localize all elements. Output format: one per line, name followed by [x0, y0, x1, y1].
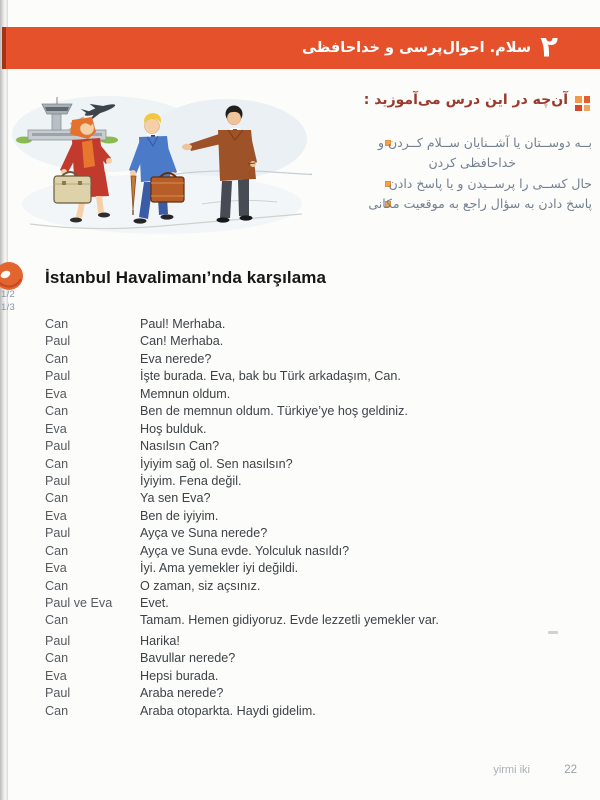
speaker-label: Eva — [45, 386, 67, 401]
dialogue-row — [45, 686, 590, 703]
speech-text: Ayça ve Suna evde. Yolculuk nasıldı? — [140, 543, 350, 558]
speech-text: Evet. — [140, 596, 169, 610]
banner-shadow-edge — [2, 27, 6, 69]
speaker-label: Can — [45, 651, 69, 666]
speaker-label: Paul ve Eva — [45, 596, 113, 610]
speaker-label: Eva — [45, 561, 67, 576]
book-binding-edge — [0, 0, 8, 800]
dialogue-row — [45, 387, 590, 404]
dialogue-row — [45, 439, 590, 456]
speaker-label: Paul — [45, 439, 71, 454]
print-artifact — [548, 631, 558, 634]
speech-text: Eva nerede? — [140, 351, 212, 366]
speaker-label: Can — [45, 578, 69, 593]
speaker-label: Paul — [45, 526, 71, 541]
unit-banner — [2, 27, 600, 69]
objective-item: پاسخ دادن به سؤال راجع به موقعیت مکانی — [368, 196, 592, 211]
speaker-label: Paul — [45, 334, 71, 349]
speaker-label: Eva — [45, 508, 67, 523]
audio-track-label: 1/3 — [1, 302, 16, 313]
speech-text: Ayça ve Suna nerede? — [140, 526, 268, 541]
speech-text: Can! Merhaba. — [140, 334, 224, 349]
speech-text: Bavullar nerede? — [140, 651, 236, 666]
speaker-label: Can — [45, 491, 69, 506]
dialogue-row — [45, 422, 590, 439]
speech-text: Memnun oldum. — [140, 386, 231, 401]
dialogue-row — [45, 579, 590, 596]
dialogue-row — [45, 457, 590, 474]
objective-item: بــه دوســتان یا آشــنایان ســلام کــردن و — [377, 135, 592, 150]
dialogue-row — [45, 369, 590, 386]
airport-greeting-illustration — [12, 84, 312, 239]
speaker-label: Can — [45, 613, 69, 628]
objective-item: حال کســی را پرســیدن و یا پاسخ دادن — [388, 176, 592, 191]
objective-item-continuation: خداحافظی کردن — [428, 155, 516, 170]
dialogue-row — [45, 404, 590, 421]
dialogue-row — [45, 474, 590, 491]
speaker-label: Paul — [45, 633, 71, 648]
speaker-label: Can — [45, 404, 69, 419]
cd-audio-icon — [0, 261, 25, 291]
speech-text: O zaman, siz açsınız. — [140, 578, 261, 593]
dialogue-row — [45, 526, 590, 543]
speech-text: Araba nerede? — [140, 686, 224, 701]
page-number-word: yirmi iki — [493, 764, 530, 776]
dialogue-row — [45, 544, 590, 561]
dialogue-row — [45, 613, 590, 630]
unit-number: ۲ — [540, 29, 558, 64]
speaker-label: Can — [45, 703, 69, 718]
speech-text: İşte burada. Eva, bak bu Türk arkadaşım, Can. — [140, 369, 401, 384]
speech-text: Hoş bulduk. — [140, 421, 207, 436]
speaker-label: Paul — [45, 473, 71, 488]
speech-text: İyiyim sağ ol. Sen nasılsın? — [140, 456, 293, 471]
speech-text: Araba otoparkta. Haydi gidelim. — [140, 703, 316, 718]
speaker-label: Can — [45, 543, 69, 558]
audio-track-label: 1/2 — [1, 289, 16, 300]
speech-text: Ben de memnun oldum. Türkiye’ye hoş geldiniz. — [140, 404, 408, 419]
speech-text: Harika! — [140, 633, 180, 648]
dialogue-row — [45, 317, 590, 334]
speech-text: Paul! Merhaba. — [140, 317, 226, 331]
speaker-label: Can — [45, 317, 69, 331]
dialogue-row — [45, 491, 590, 508]
dialogue-row — [45, 651, 590, 668]
dialogue-row — [45, 334, 590, 351]
speech-text: İyiyim. Fena değil. — [140, 473, 242, 488]
brown-suitcase — [151, 173, 184, 202]
page-number: 22 — [564, 764, 577, 776]
dialogue-row — [45, 596, 590, 613]
speech-text: Tamam. Hemen gidiyoruz. Evde lezzetli yemekler var. — [140, 613, 439, 628]
section-title: İstanbul Havalimanı’nda karşılama — [45, 268, 327, 287]
dialogue-row — [45, 634, 590, 651]
speaker-label: Eva — [45, 421, 67, 436]
unit-title: سلام. احوال‌پرسی و خداحافظی — [302, 40, 531, 56]
objectives-heading: آن‌چه در این درس می‌آموزید : — [363, 92, 568, 108]
speech-text: Nasılsın Can? — [140, 439, 220, 454]
beige-suitcase — [54, 172, 91, 203]
speaker-label: Eva — [45, 668, 67, 683]
dialogue-row — [45, 704, 590, 721]
speaker-label: Can — [45, 456, 69, 471]
speech-text: Ya sen Eva? — [140, 491, 211, 506]
dialogue-block — [45, 317, 590, 721]
speech-text: Hepsi burada. — [140, 668, 219, 683]
dialogue-row — [45, 509, 590, 526]
grid-bullets-icon — [575, 96, 590, 111]
speech-text: İyi. Ama yemekler iyi değildi. — [140, 561, 299, 576]
speaker-label: Paul — [45, 686, 71, 701]
speech-text: Ben de iyiyim. — [140, 508, 219, 523]
dialogue-row — [45, 561, 590, 578]
speaker-label: Can — [45, 351, 69, 366]
dialogue-row — [45, 669, 590, 686]
dialogue-row — [45, 352, 590, 369]
speaker-label: Paul — [45, 369, 71, 384]
